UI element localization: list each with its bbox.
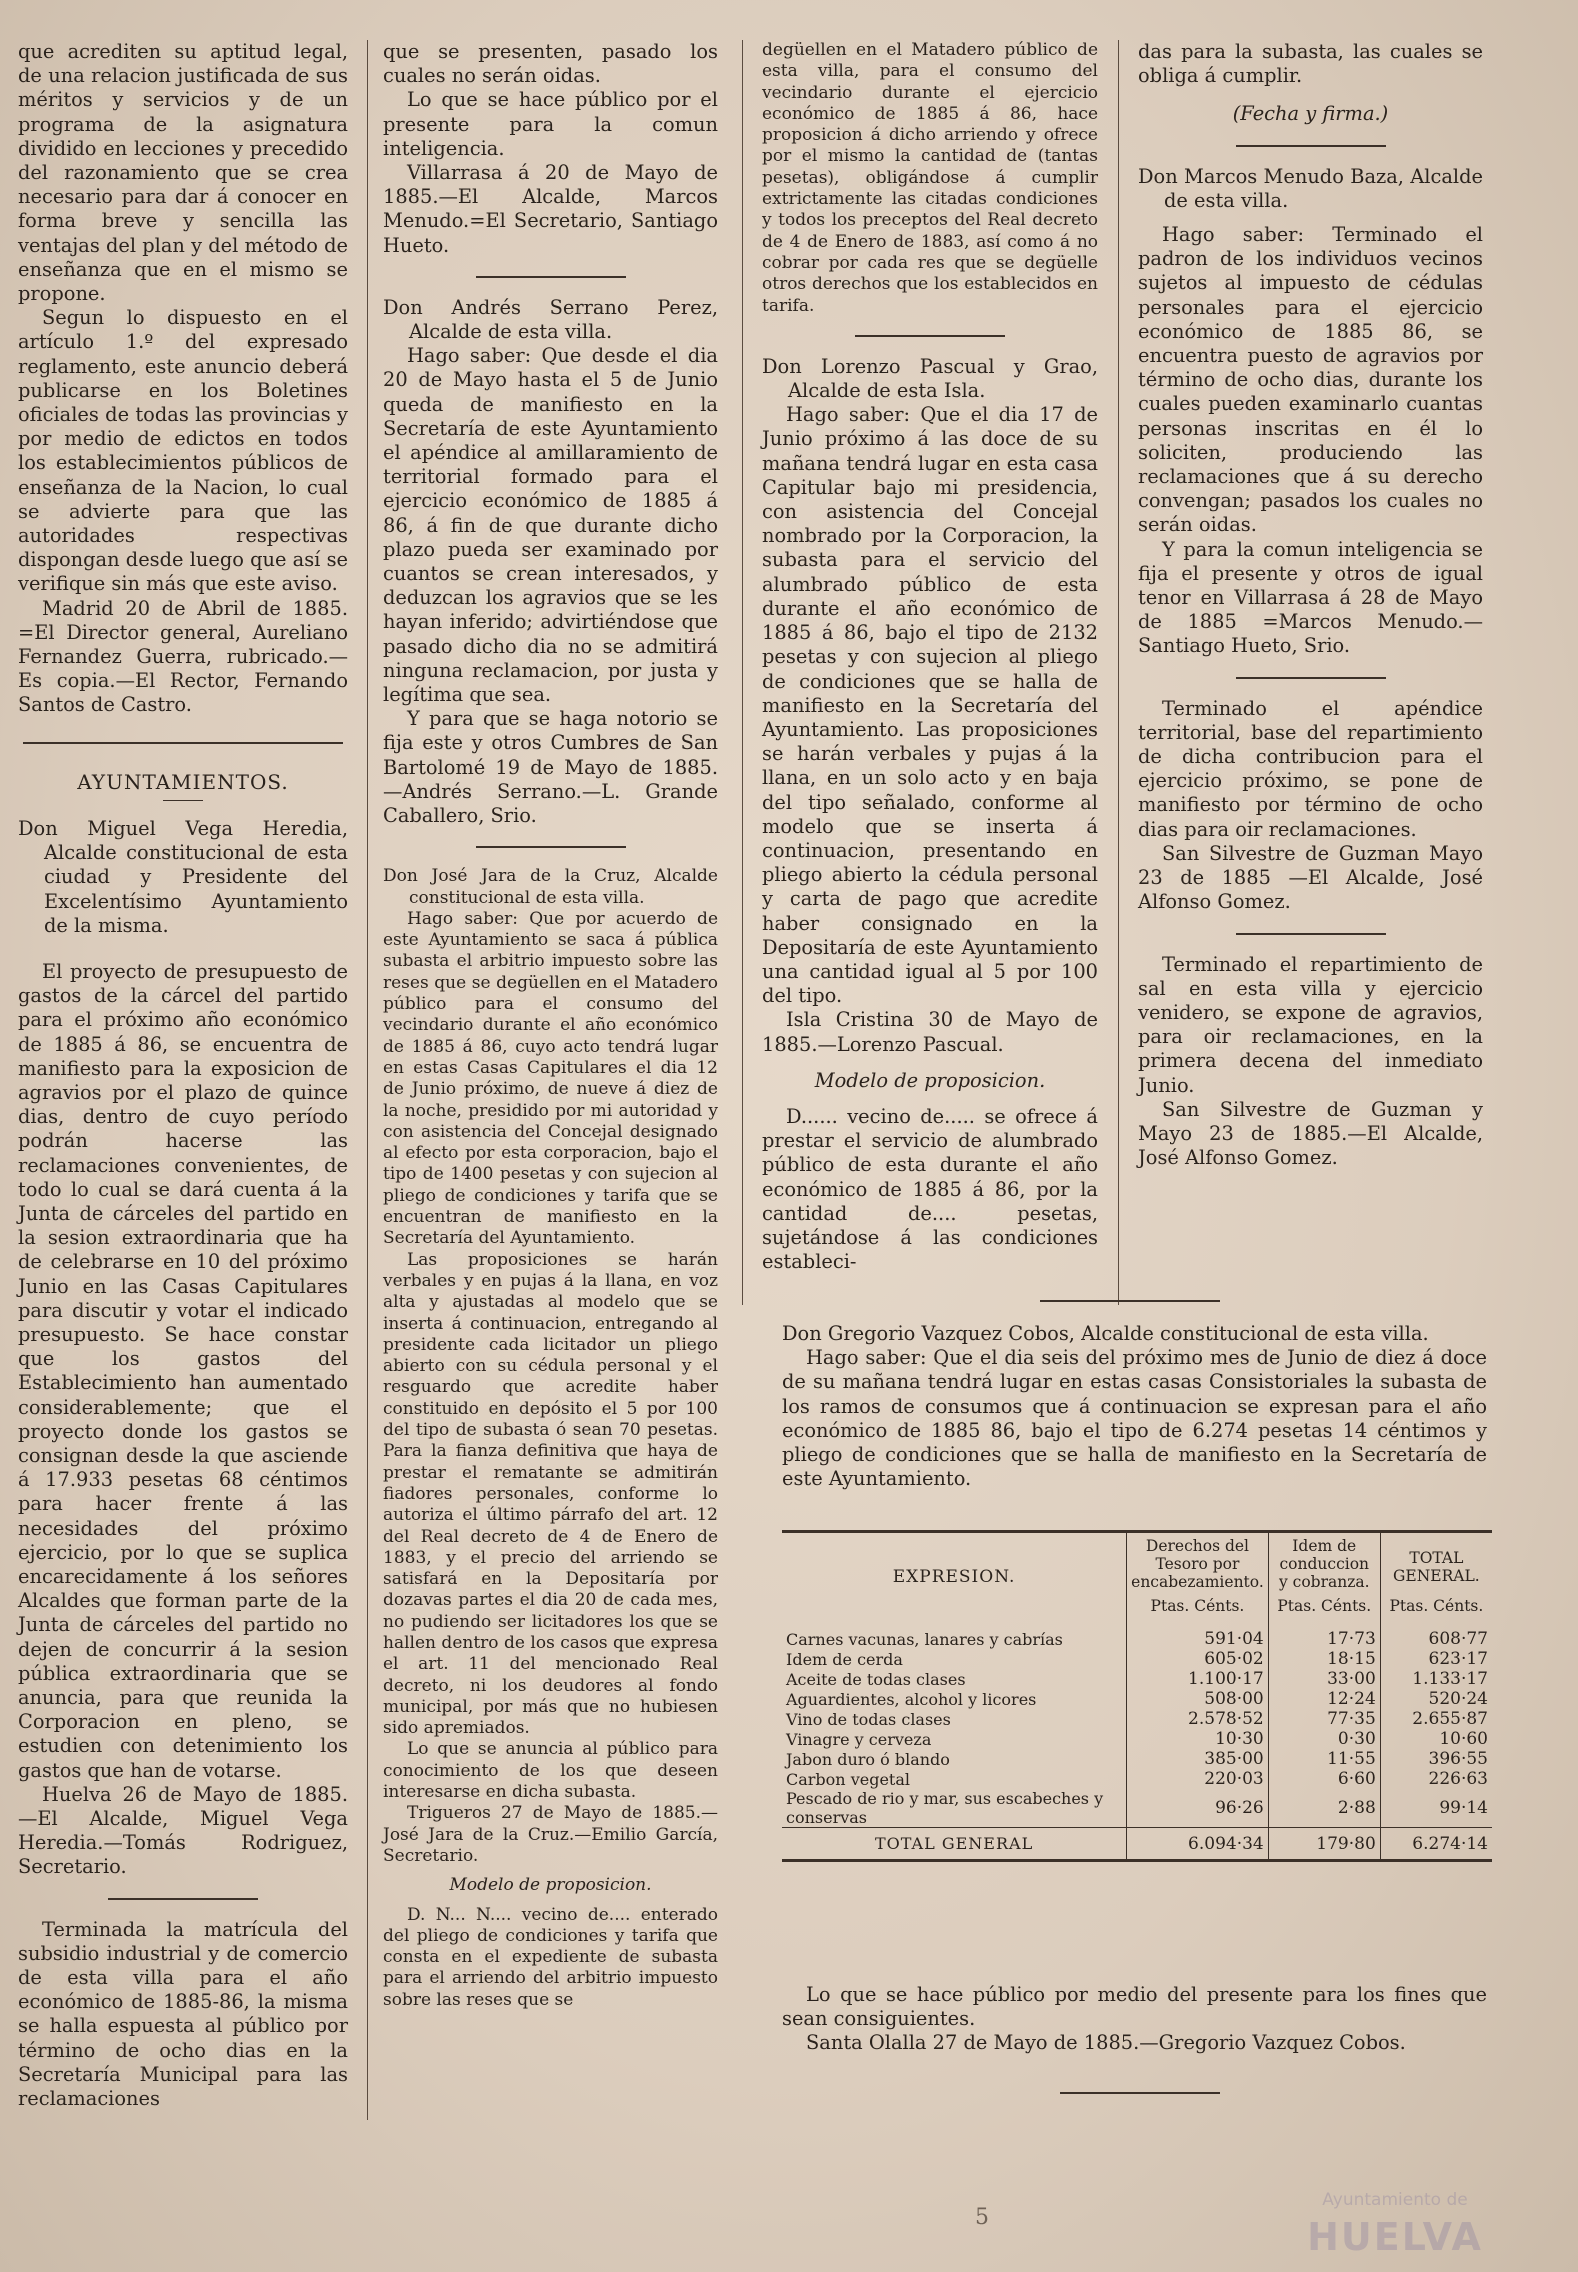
separator — [855, 335, 1005, 337]
table-row — [782, 1769, 1492, 1789]
paragraph: San Silvestre de Guzman Mayo 23 de 1885 —El Alcalde, José Alfonso Gomez. — [1138, 841, 1483, 914]
notice-heading: Don Gregorio Vazquez Cobos, Alcalde constitucional de esta villa. — [782, 1322, 1429, 1345]
row-label: Vino de todas clases — [786, 1709, 951, 1729]
total-cell: 179·80 — [1268, 1828, 1380, 1861]
row-label: Carnes vacunas, lanares y cabrías — [786, 1629, 1063, 1649]
row-label: Aguardientes, alcohol y licores — [786, 1689, 1037, 1709]
amount-cell: 1.133·17 — [1380, 1669, 1492, 1689]
total-label: TOTAL GENERAL — [782, 1828, 1127, 1861]
paragraph: Huelva 26 de Mayo de 1885. —El Alcalde, Miguel Vega Heredia.—Tomás Rodriguez, Secretario. — [18, 1782, 348, 1879]
amount-cell: 0·30 — [1268, 1729, 1380, 1749]
table-row — [782, 1649, 1492, 1669]
amount-cell: 6·60 — [1268, 1769, 1380, 1789]
notice-closing — [782, 1983, 1487, 2056]
consumos-table — [782, 1530, 1492, 1862]
paragraph: que acrediten su aptitud legal, de una relacion justificada de sus méritos y servicios y de un programa de la asignatura dividido en lecciones y precedido del razonamiento que se crea necesario para dar á conocer en forma breve y sencilla las ventajas del plan y del método de enseñanza que en el mismo se propone. — [18, 40, 348, 306]
separator — [1236, 933, 1386, 935]
row-label: Jabon duro ó blando — [786, 1749, 950, 1769]
paragraph: Las proposiciones se harán verbales y en pujas á la llana, en voz alta y ajustadas al modelo que se inserta á continuacion, entregando al presidente cada licitador un pliego abierto con su cédula personal y el resguardo que acredite haber constituido en depósito el 5 por 100 del tipo de subasta ó sean 70 pesetas. Para la fianza definitiva que haya de prestar el rematante se admitirán fiadores personales, conforme lo autoriza el último párrafo del art. 12 del Real decreto de 4 de Enero de 1883, y el precio del arriendo se satisfará en la Depositaría por dozavas partes el dia 20 de cada mes, no pudiendo ser licitadores los que se hallen dentro de los casos que expresa el art. 11 del mencionado Real decreto, ni los deudores al fondo municipal, por más que no hubiesen sido apremiados. — [383, 1249, 718, 1739]
model-heading: Modelo de proposicion. — [449, 1875, 652, 1896]
paragraph: D. N... N.... vecino de.... enterado del pliego de condiciones y tarifa que consta en el expediente de subasta para el arriendo del arbitrio impuesto sobre las reses que se — [383, 1904, 718, 2010]
separator — [1040, 1300, 1220, 1302]
amount-cell: 226·63 — [1380, 1769, 1492, 1789]
column-1 — [18, 40, 348, 2111]
separator — [1236, 145, 1386, 147]
table-row — [782, 1749, 1492, 1769]
paragraph: Hago saber: Que el dia seis del próximo mes de Junio de diez á doce de su mañana tendrá lugar en estas casas Consistoriales la subasta de los ramos de consumos que á continuacion se expresan para el año económico de 1885 86, bajo el tipo de 6.274 pesetas 14 céntimos y pliego de condiciones que se halla de manifiesto en la Secretaría de este Ayuntamiento. — [782, 1346, 1487, 1491]
paragraph: Madrid 20 de Abril de 1885. =El Director general, Aureliano Fernandez Guerra, rubricado.— Es copia.—El Rector, Fernando Santos de Castro. — [18, 596, 348, 717]
amount-cell: 2.655·87 — [1380, 1709, 1492, 1729]
notice-santa-olalla — [782, 1322, 1487, 1491]
amount-cell: 1.100·17 — [1127, 1669, 1269, 1689]
paragraph: Lo que se hace público por medio del presente para los fines que sean consiguientes. — [782, 1983, 1487, 2031]
row-label: Pescado de rio y mar, sus escabeches y conservas — [786, 1789, 1104, 1827]
amount-cell: 396·55 — [1380, 1749, 1492, 1769]
amount-cell: 220·03 — [1127, 1769, 1269, 1789]
table-row — [782, 1689, 1492, 1709]
separator — [108, 1898, 258, 1900]
table-body — [782, 1621, 1492, 1828]
column-4 — [1138, 40, 1483, 1170]
paragraph: Isla Cristina 30 de Mayo de 1885.—Lorenzo Pascual. — [762, 1008, 1098, 1056]
row-label: Vinagre y cerveza — [786, 1729, 932, 1749]
amount-cell: 10·60 — [1380, 1729, 1492, 1749]
table-row — [782, 1709, 1492, 1729]
separator — [1060, 2092, 1220, 2094]
notice-heading: Don José Jara de la Cruz, Alcalde constitucional de esta villa. — [383, 866, 718, 908]
amount-cell: 2.578·52 — [1127, 1709, 1269, 1729]
table-header: Derechos del Tesoro por encabezamiento. — [1127, 1532, 1269, 1592]
separator — [23, 742, 343, 744]
paragraph: das para la subasta, las cuales se obliga á cumplir. — [1138, 40, 1483, 88]
table-row — [782, 1729, 1492, 1749]
row-label: Carbon vegetal — [786, 1769, 910, 1789]
row-label: Aceite de todas clases — [786, 1669, 966, 1689]
paragraph: Terminado el repartimiento de sal en esta villa y ejercicio venidero, se expone de agravios, para oir reclamaciones, en la primera decena del inmediato Junio. — [1138, 952, 1483, 1097]
amount-cell: 508·00 — [1127, 1689, 1269, 1709]
paragraph: Hago saber: Que el dia 17 de Junio próximo á las doce de su mañana tendrá lugar en esta casa Capitular bajo mi presidencia, con asistencia del Concejal nombrado por la Corporacion, la subasta para el servicio del alumbrado público de esta durante el año económico de 1885 á 86, bajo el tipo de 2132 pesetas y con sujecion al pliego de condiciones que se halla de manifiesto en la Secretaría del Ayuntamiento. Las proposiciones se harán verbales y pujas á la llana, en un solo acto y en baja del tipo señalado, conforme al modelo que se inserta á continuacion, presentando en pliego abierto la cédula personal y carta de pago que acredite haber consignado en la Depositaría de este Ayuntamiento una cantidad igual al 5 por 100 del tipo. — [762, 403, 1098, 1008]
paragraph: Trigueros 27 de Mayo de 1885.— José Jara de la Cruz.—Emilio García, Secretario. — [383, 1803, 718, 1866]
model-heading: Modelo de proposicion. — [814, 1068, 1046, 1092]
amount-cell: 385·00 — [1127, 1749, 1269, 1769]
paragraph: Hago saber: Terminado el padron de los individuos vecinos sujetos al impuesto de cédulas personales para el ejercicio económico de 1885 86, se encuentra puesto de agravios por término de ocho dias, durante los cuales pueden examinarlo cuantas personas inscritas en él lo soliciten, produciendo las reclamaciones que á su derecho convengan; pasados los cuales no serán oidas. — [1138, 223, 1483, 537]
amount-cell: 10·30 — [1127, 1729, 1269, 1749]
notice-heading: Don Andrés Serrano Perez, Alcalde de esta villa. — [383, 295, 718, 344]
amount-cell: 77·35 — [1268, 1709, 1380, 1729]
column-3 — [762, 40, 1098, 1274]
table-row — [782, 1621, 1492, 1649]
amount-cell: 99·14 — [1380, 1789, 1492, 1828]
paragraph: San Silvestre de Guzman y Mayo 23 de 1885.—El Alcalde, José Alfonso Gomez. — [1138, 1097, 1483, 1170]
table-header: EXPRESION. — [892, 1567, 1016, 1587]
amount-cell: 520·24 — [1380, 1689, 1492, 1709]
separator — [476, 846, 626, 848]
column-rule — [367, 40, 368, 2120]
paragraph: Villarrasa á 20 de Mayo de 1885.—El Alcalde, Marcos Menudo.=El Secretario, Santiago Hueto. — [383, 161, 718, 257]
paragraph: El proyecto de presupuesto de gastos de la cárcel del partido para el próximo año económico de 1885 á 86, se encuentra de manifiesto para la exposicion de agravios por el plazo de quince dias, dentro de cuyo período podrán hacerse las reclamaciones convenientes, de todo lo cual se dará cuenta á la Junta de cárceles del partido en la sesion extraordinaria que ha de celebrarse en 10 del próximo Junio en las Casas Capitulares para discutir y votar el indicado presupuesto. Se hace constar que los gastos del Establecimiento han aumentado considerablemente; que el proyecto donde los gastos se consignan desde la que asciende á 17.933 pesetas 68 céntimos para hacer frente á las necesidades del próximo ejercicio, por lo que se suplica encarecidamente á los señores Alcaldes que forman parte de la Junta de cárceles del partido no dejen de concurrir á la sesion pública extraordinaria que se anuncia, para que reunida la Corporacion en pleno, se estudien con detenimiento los gastos que han de votarse. — [18, 959, 348, 1782]
amount-cell: 12·24 — [1268, 1689, 1380, 1709]
unit-header: Ptas. Cénts. — [1380, 1591, 1492, 1621]
amount-cell: 33·00 — [1268, 1669, 1380, 1689]
notice-heading: Don Lorenzo Pascual y Grao, Alcalde de esta Isla. — [762, 354, 1098, 403]
column-2 — [383, 40, 718, 2011]
paragraph: que se presenten, pasado los cuales no serán oidas. — [383, 40, 718, 88]
amount-cell: 605·02 — [1127, 1649, 1269, 1669]
paragraph: Terminado el apéndice territorial, base del repartimiento de dicha contribucion para el ejercicio próximo, se pone de manifiesto por término de ocho dias para oir reclamaciones. — [1138, 696, 1483, 841]
paragraph: Hago saber: Que desde el dia 20 de Mayo hasta el 5 de Junio queda de manifiesto en la Secretaría de este Ayuntamiento el apéndice al amillaramiento de territorial formado para el ejercicio económico de 1885 á 86, á fin de que durante dicho plazo pueda ser examinado por cuantos se crean interesados, y deduzcan los agravios que se les hayan inferido; advirtiéndose que pasado dicho dia no se admitirá ninguna reclamacion, por justa y legítima que sea. — [383, 344, 718, 707]
notice-heading: Don Miguel Vega Heredia, Alcalde constitucional de esta ciudad y Presidente del Excelentísimo Ayuntamiento de la misma. — [18, 816, 348, 937]
amount-cell: 18·15 — [1268, 1649, 1380, 1669]
amount-cell: 17·73 — [1268, 1621, 1380, 1649]
amount-cell: 591·04 — [1127, 1621, 1269, 1649]
separator — [1236, 677, 1386, 679]
table-row — [782, 1669, 1492, 1689]
page-number: 5 — [975, 2205, 989, 2230]
amount-cell: 11·55 — [1268, 1749, 1380, 1769]
unit-header: Ptas. Cénts. — [1127, 1591, 1269, 1621]
huelva-watermark-logo — [1270, 2170, 1520, 2259]
separator — [476, 276, 626, 278]
watermark-subtitle: Ayuntamiento de — [1322, 2190, 1468, 2210]
signature-note: (Fecha y firma.) — [1232, 102, 1389, 126]
paragraph: Segun lo dispuesto en el artículo 1.º del expresado reglamento, este anuncio deberá publicarse en los Boletines oficiales de todas las provincias y por medio de edictos en todos los establecimientos públicos de enseñanza de la Nacion, lo cual se advierte para que las autoridades respectivas dispongan desde luego que así se verifique sin más que este aviso. — [18, 306, 348, 596]
table-header: Idem de conduccion y cobranza. — [1268, 1532, 1380, 1592]
paragraph: Terminada la matrícula del subsidio industrial y de comercio de esta villa para el año económico de 1885-86, la misma se halla espuesta al público por término de ocho dias en la Secretaría Municipal para las reclamaciones — [18, 1917, 348, 2111]
notice-heading: Don Marcos Menudo Baza, Alcalde de esta villa. — [1138, 164, 1483, 212]
total-cell: 6.094·34 — [1127, 1828, 1269, 1861]
amount-cell: 608·77 — [1380, 1621, 1492, 1649]
paragraph: Santa Olalla 27 de Mayo de 1885.—Gregorio Vazquez Cobos. — [806, 2031, 1406, 2055]
amount-cell: 2·88 — [1268, 1789, 1380, 1828]
section-title: AYUNTAMIENTOS. — [77, 769, 289, 794]
separator — [163, 800, 203, 801]
paragraph: Lo que se hace público por el presente para la comun inteligencia. — [383, 88, 718, 160]
table-header: TOTAL GENERAL. — [1380, 1532, 1492, 1592]
column-rule — [1118, 40, 1119, 1305]
paragraph: Y para que se haga notorio se fija este y otros Cumbres de San Bartolomé 19 de Mayo de 1885. —Andrés Serrano.—L. Grande Caballero, Srio. — [383, 707, 718, 828]
column-rule — [742, 40, 743, 1305]
amount-cell: 96·26 — [1127, 1789, 1269, 1828]
paragraph: Y para la comun inteligencia se fija el presente y otros de igual tenor en Villarrasa á 28 de Mayo de 1885 =Marcos Menudo.— Santiago Hueto, Srio. — [1138, 537, 1483, 658]
table-row — [782, 1789, 1492, 1828]
paragraph: D...... vecino de..... se ofrece á prestar el servicio de alumbrado público de esta durante el año económico de 1885 á 86, por la cantidad de.... pesetas, sujetándose á las condiciones estableci- — [762, 1104, 1098, 1274]
row-label: Idem de cerda — [786, 1649, 903, 1669]
paragraph: Lo que se anuncia al público para conocimiento de los que deseen interesarse en dicha subasta. — [383, 1739, 718, 1803]
paragraph: degüellen en el Matadero público de esta villa, para el consumo del vecindario durante el ejercicio económico de 1885 á 86, hace proposicion á dicho arriendo y ofrece por el mismo la cantidad de (tantas pesetas), obligándose á cumplir extrictamente las citadas condiciones y todos los preceptos del Real decreto de 4 de Enero de 1883, así como á no cobrar por cada res que se degüelle otros derechos que los establecidos en tarifa. — [762, 40, 1098, 316]
total-cell: 6.274·14 — [1380, 1828, 1492, 1861]
paragraph: Hago saber: Que por acuerdo de este Ayuntamiento se saca á pública subasta el arbitrio impuesto sobre las reses que se degüellen en el Matadero público para el consumo del vecindario durante el año económico de 1885 á 86, cuyo acto tendrá lugar en estas Casas Capitulares el dia 12 de Junio próximo, de nueve á diez de la noche, presidido por mi autoridad y con asistencia del Concejal designado al efecto por esta corporacion, bajo el tipo de 1400 pesetas y con sujecion al pliego de condiciones y tarifa que se encuentran de manifiesto en la Secretaría del Ayuntamiento. — [383, 908, 718, 1249]
unit-header: Ptas. Cénts. — [1268, 1591, 1380, 1621]
watermark-title: HUELVA — [1307, 2215, 1483, 2259]
amount-cell: 623·17 — [1380, 1649, 1492, 1669]
